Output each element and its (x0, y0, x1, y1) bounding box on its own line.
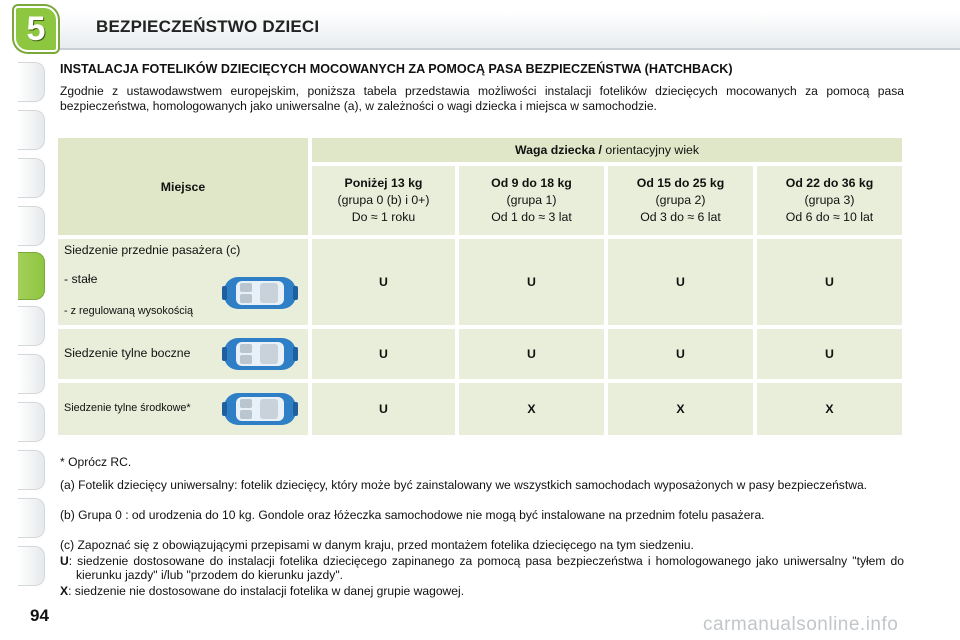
cell-value: U (312, 239, 455, 325)
footnote-a: (a) Fotelik dziecięcy uniwersalny: fotelik dziecięcy, który może być zainstalowany we wszystkich samochodach wyposażonych w pasy bezpieczeństwa. (60, 478, 868, 492)
row-label-rear-center: Siedzenie tylne środkowe* (64, 402, 191, 414)
cell-value: U (757, 239, 902, 325)
footnote-star: * Oprócz RC. (60, 455, 132, 469)
cell-value: U (608, 239, 753, 325)
chapter-title: BEZPIECZEŃSTWO DZIECI (96, 17, 320, 36)
cell-value: U (608, 329, 753, 379)
row-label-rear-side: Siedzenie tylne boczne (64, 346, 191, 360)
chapter-tab-11[interactable] (18, 546, 45, 586)
chapter-tab-2[interactable] (18, 110, 45, 150)
chapter-tab-10[interactable] (18, 498, 45, 538)
watermark: carmanualsonline.info (703, 614, 899, 635)
column-header (312, 166, 455, 235)
column-title: Od 9 do 18 kg (491, 176, 572, 190)
cell-value: X (757, 383, 902, 435)
column-group: (grupa 0 (b) i 0+) (337, 193, 430, 207)
page-number: 94 (30, 606, 49, 625)
table-row-label (58, 329, 308, 379)
cell-value: U (312, 329, 455, 379)
column-age: Od 1 do ≈ 3 lat (491, 210, 572, 224)
footnote-c: (c) Zapoznać się z obowiązującymi przepisami w danym kraju, przed montażem fotelika dziecięcego na tym siedzeniu. (60, 538, 694, 552)
column-title: Od 15 do 25 kg (636, 176, 725, 190)
place-header-label: Miejsce (160, 179, 206, 194)
place-header (58, 138, 308, 235)
weight-header-bold: Waga dziecka / (514, 143, 602, 157)
column-header (459, 166, 604, 235)
cell-value: U (459, 329, 604, 379)
column-header (608, 166, 753, 235)
row-sublabel-adjustable: - z regulowaną wysokością (64, 305, 194, 317)
weight-header-rest: orientacyjny wiek (601, 143, 700, 157)
column-age: Do ≈ 1 roku (351, 210, 416, 224)
table-row-label (58, 239, 308, 325)
column-group: (grupa 1) (506, 193, 557, 207)
legend-u: U: siedzenie dostosowane do instalacji fotelika dziecięcego zapinanego za pomocą pasa bezpieczeństwa i homologowanego jako uniwersalny "tyłem do kierunku jazdy" i/lub "przodem do kierunku jazdy". (60, 554, 904, 583)
chapter-tab-4[interactable] (18, 206, 45, 246)
cell-value: X (608, 383, 753, 435)
chapter-tab-7[interactable] (18, 354, 45, 394)
section-heading: INSTALACJA FOTELIKÓW DZIECIĘCYCH MOCOWANYCH ZA POMOCĄ PASA BEZPIECZEŃSTWA (HATCHBACK) (60, 62, 733, 76)
column-title: Poniżej 13 kg (344, 176, 423, 190)
cell-value: X (459, 383, 604, 435)
chapter-tab-8[interactable] (18, 402, 45, 442)
cell-value: U (312, 383, 455, 435)
column-age: Od 3 do ≈ 6 lat (640, 210, 721, 224)
cell-value: U (757, 329, 902, 379)
row-sublabel-fixed: - stałe (64, 272, 98, 286)
footnote-b: (b) Grupa 0 : od urodzenia do 10 kg. Gondole oraz łóżeczka samochodowe nie mogą być instalowane na przednim fotelu pasażera. (60, 508, 765, 522)
column-title: Od 22 do 36 kg (785, 176, 874, 190)
column-group: (grupa 3) (804, 193, 855, 207)
chapter-tab-1[interactable] (18, 62, 45, 102)
chapter-tab-9[interactable] (18, 450, 45, 490)
car-seat-diagram-icon (222, 390, 298, 428)
table-row-label (58, 383, 308, 435)
chapter-tab-6[interactable] (18, 306, 45, 346)
legend-x: X: siedzenie nie dostosowane do instalacji fotelika w danej grupie wagowej. (60, 584, 465, 598)
cell-value: U (459, 239, 604, 325)
chapter-tab-3[interactable] (18, 158, 45, 198)
column-group: (grupa 2) (655, 193, 706, 207)
chapter-tab-5-active[interactable] (18, 252, 45, 300)
car-seat-diagram-icon (222, 274, 298, 312)
weight-header (312, 138, 902, 162)
column-header (757, 166, 902, 235)
chapter-number-badge: 5 (14, 6, 58, 52)
car-seat-diagram-icon (222, 335, 298, 373)
row-label-front: Siedzenie przednie pasażera (c) (64, 243, 241, 257)
column-age: Od 6 do ≈ 10 lat (785, 210, 874, 224)
intro-paragraph: Zgodnie z ustawodawstwem europejskim, poniższa tabela przedstawia możliwości instalacji fotelików dziecięcych mocowanych za pomocą pasa bezpieczeństwa, homologowanych jako uniwersalne (a), w zależności o wagi dziecka i miejsca w samochodzie. (60, 84, 904, 113)
